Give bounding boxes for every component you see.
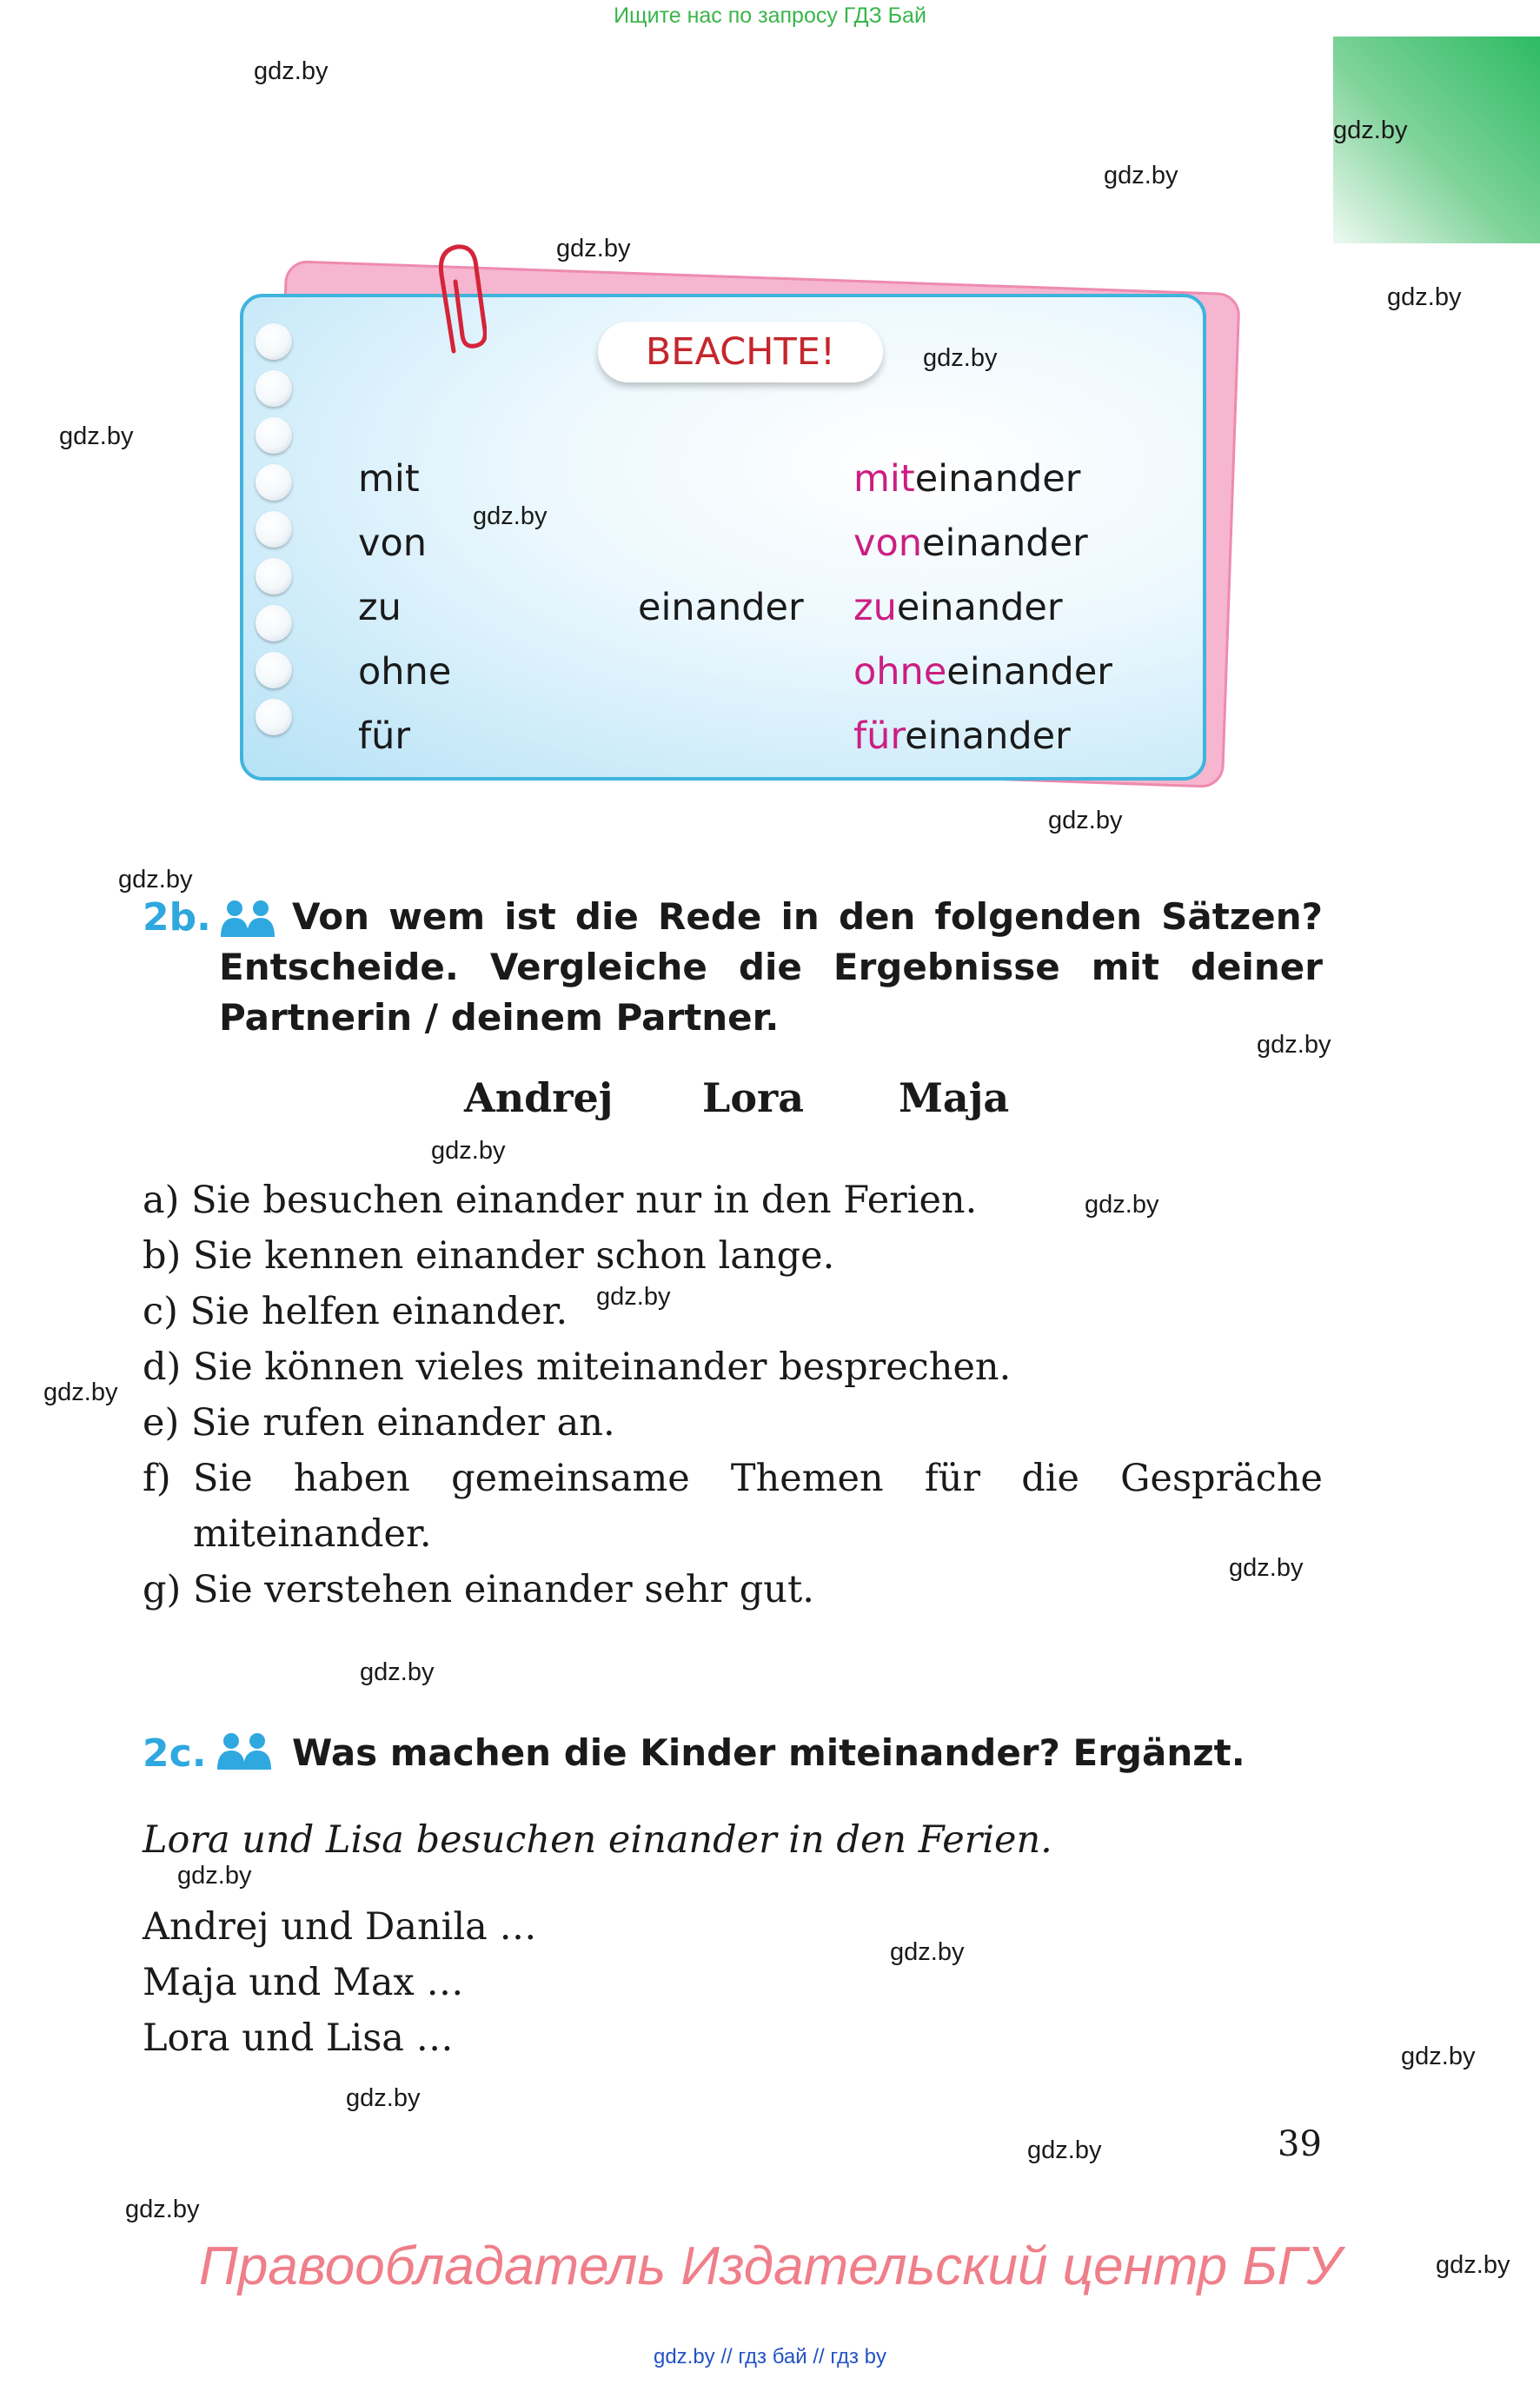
completion-line: Andrej und Danila … (143, 1905, 537, 1949)
watermark: gdz.by (43, 1379, 118, 1406)
sentence-c: c) Sie helfen einander. (143, 1290, 568, 1333)
notice-title: BEACHTE! (598, 322, 883, 382)
watermark: gdz.by (890, 1938, 965, 1966)
preposition-word: ohne (358, 650, 452, 694)
exercise-instruction: Was machen die Kinder miteinander? Ergänzt. (292, 1731, 1245, 1774)
sentence-b: b) Sie kennen einander schon lange. (143, 1234, 835, 1278)
sentence-f-continuation: miteinander. (193, 1512, 432, 1556)
compound-word: zueinander (853, 586, 1063, 629)
watermark: gdz.by (556, 235, 631, 262)
binder-ring-icon (256, 605, 292, 641)
binder-ring-icon (256, 699, 292, 735)
footer-links[interactable]: gdz.by // гдз бай // гдз by (653, 2345, 887, 2368)
name-lora: Lora (702, 1074, 805, 1121)
watermark: gdz.by (431, 1137, 506, 1165)
name-andrej: Andrej (464, 1074, 614, 1121)
sentence-a: a) Sie besuchen einander nur in den Ferien. (143, 1179, 978, 1222)
completion-line: Maja und Max … (143, 1961, 464, 2004)
exercise-number: 2b. (143, 895, 211, 940)
binder-ring-icon (256, 652, 292, 688)
search-hint-banner: Ищите нас по запросу ГДЗ Бай (614, 3, 926, 28)
watermark: gdz.by (1104, 162, 1178, 189)
watermark: gdz.by (360, 1658, 435, 1686)
compound-word: ohneeinander (853, 650, 1112, 694)
watermark: gdz.by (125, 2196, 200, 2223)
watermark: gdz.by (1027, 2136, 1102, 2164)
watermark: gdz.by (1048, 807, 1123, 834)
preposition-word: zu (358, 586, 402, 629)
watermark: gdz.by (118, 866, 193, 894)
completion-line: Lora und Lisa … (143, 2016, 454, 2060)
binder-ring-icon (256, 511, 292, 548)
sentence-f-letter: f) (143, 1457, 171, 1500)
watermark: gdz.by (1333, 116, 1408, 144)
exercise-number: 2c. (143, 1731, 207, 1776)
paperclip-icon (435, 240, 487, 362)
example-sentence: Lora und Lisa besuchen einander in den Ferien. (143, 1818, 1052, 1862)
binder-ring-icon (256, 464, 292, 501)
binder-ring-icon (256, 417, 292, 454)
compound-word: voneinander (853, 522, 1088, 565)
compound-word: füreinander (853, 714, 1071, 758)
preposition-word: mit (358, 457, 420, 501)
compound-word: miteinander (853, 457, 1081, 501)
watermark: gdz.by (59, 422, 134, 450)
watermark: gdz.by (473, 502, 548, 530)
pair-work-icon (216, 1731, 273, 1771)
exercise-instruction: Von wem ist die Rede in den folgenden Sätzen? Entscheide. Vergleiche die Ergebnisse mit deiner Partnerin / deinem Partner. (219, 895, 1323, 1039)
binder-ring-icon (256, 323, 292, 360)
watermark: gdz.by (1229, 1554, 1304, 1582)
einander-word: einander (638, 586, 804, 629)
watermark: gdz.by (1387, 283, 1462, 311)
watermark: gdz.by (1436, 2251, 1510, 2279)
preposition-word: von (358, 522, 428, 565)
preposition-word: für (358, 714, 411, 758)
binder-ring-icon (256, 558, 292, 595)
sentence-e: e) Sie rufen einander an. (143, 1401, 615, 1445)
page-number: 39 (1278, 2124, 1322, 2164)
watermark: gdz.by (923, 344, 998, 372)
sentence-g: g) Sie verstehen einander sehr gut. (143, 1568, 814, 1611)
sentence-d: d) Sie können vieles miteinander besprechen. (143, 1345, 1012, 1389)
copyright-notice: Правообладатель Издательский центр БГУ (198, 2236, 1342, 2296)
watermark: gdz.by (254, 57, 329, 85)
watermark: gdz.by (1085, 1191, 1159, 1219)
watermark: gdz.by (1257, 1031, 1331, 1059)
watermark: gdz.by (177, 1862, 252, 1890)
watermark: gdz.by (346, 2084, 421, 2112)
watermark: gdz.by (596, 1283, 671, 1311)
sentence-f: Sie haben gemeinsame Themen für die Gespräche (193, 1457, 1323, 1500)
name-maja: Maja (899, 1074, 1010, 1121)
watermark: gdz.by (1401, 2043, 1476, 2070)
binder-ring-icon (256, 370, 292, 407)
